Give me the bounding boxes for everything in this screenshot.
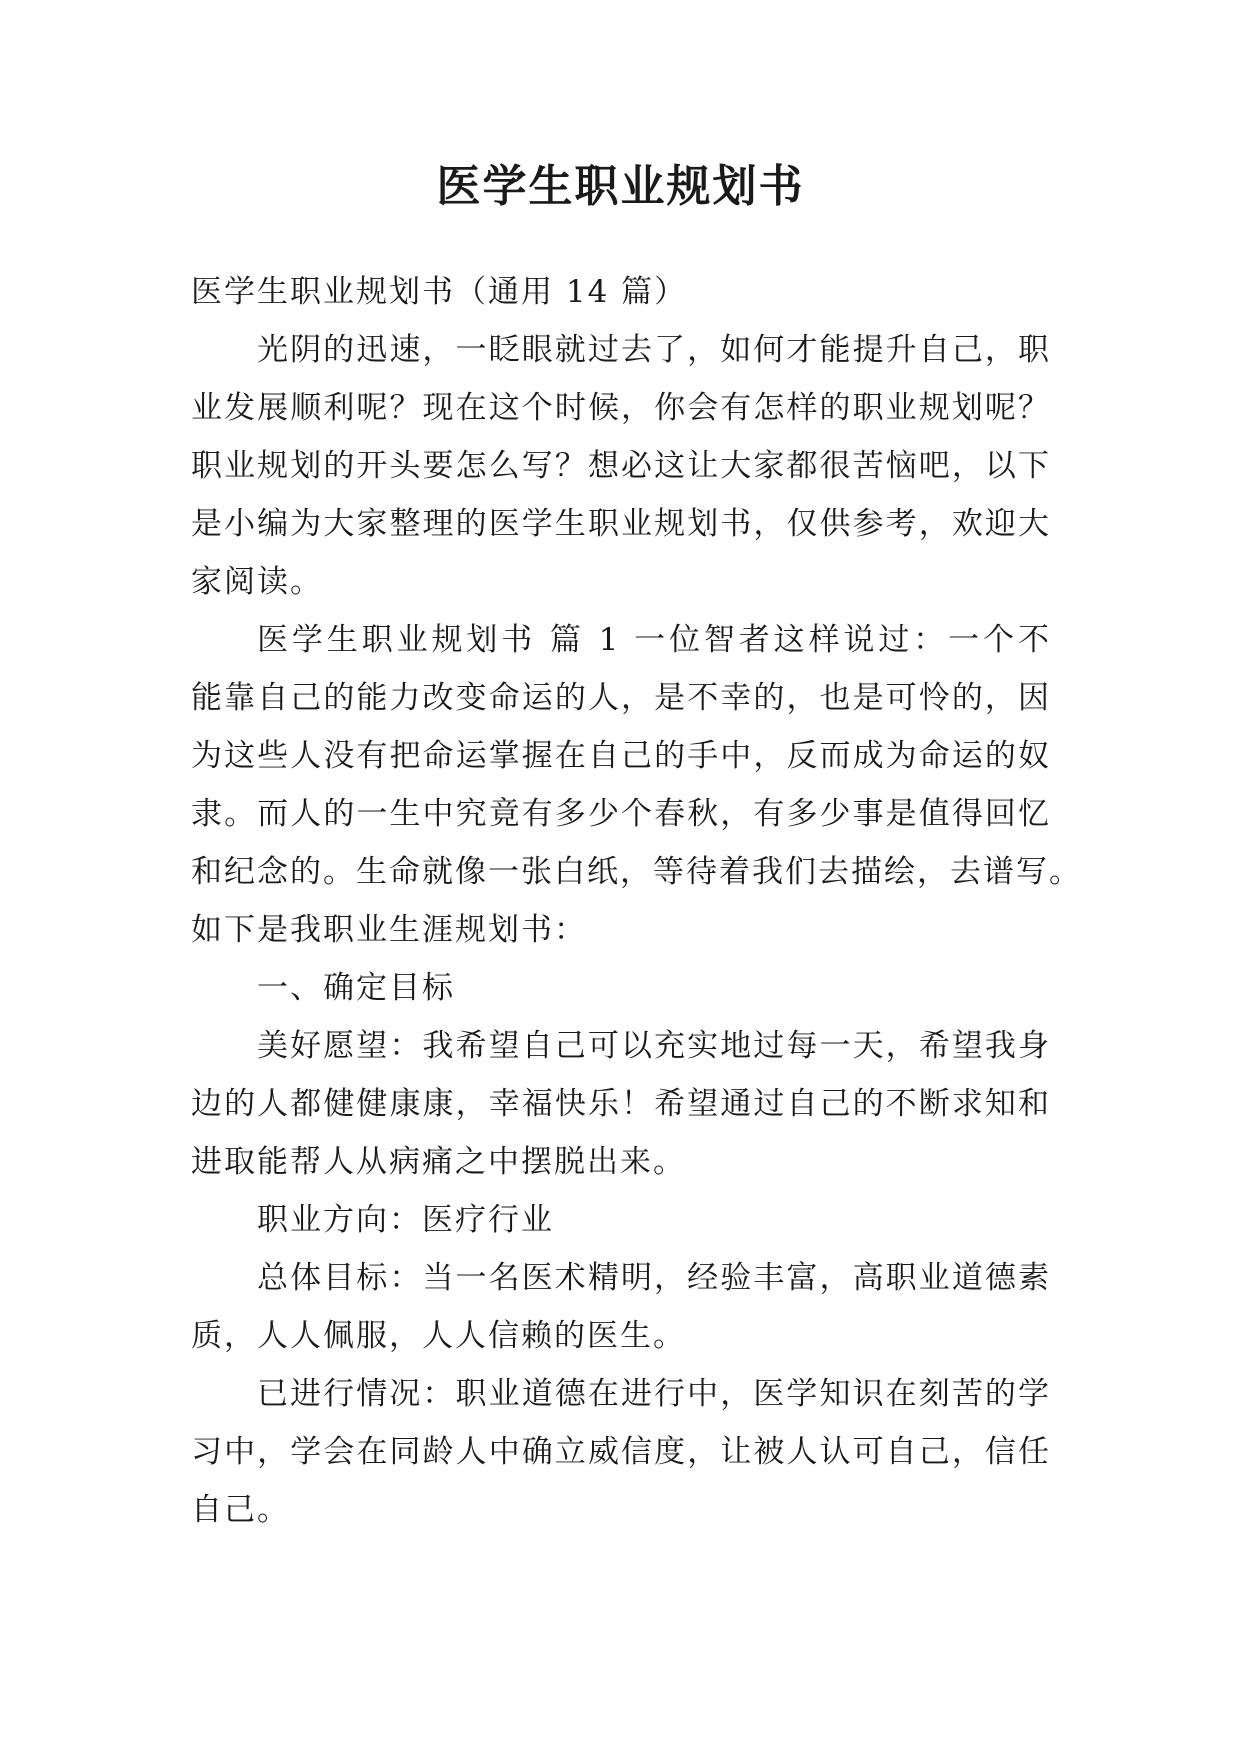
body-line: 家阅读。 [191,564,323,600]
body-line: 已进行情况：职业道德在进行中，医学知识在刻苦的学 [257,1376,1051,1412]
body-line: 如下是我职业生涯规划书： [191,912,587,948]
body-line: 总体目标：当一名医术精明，经验丰富，高职业道德素 [257,1260,1051,1296]
body-line: 光阴的迅速，一眨眼就过去了，如何才能提升自己，职 [257,332,1051,368]
body-line: 进取能帮人从病痛之中摆脱出来。 [191,1144,686,1180]
body-line: 业发展顺利呢？现在这个时候，你会有怎样的职业规划呢？ [191,390,1051,426]
body-line: 能靠自己的能力改变命运的人，是不幸的，也是可怜的，因 [191,680,1051,716]
document-title: 医学生职业规划书 [436,161,805,212]
body-line: 质，人人佩服，人人信赖的医生。 [191,1318,686,1354]
body-line: 美好愿望：我希望自己可以充实地过每一天，希望我身 [257,1028,1051,1064]
body-line: 医学生职业规划书 篇 1 一位智者这样说过：一个不 [257,622,1051,658]
body-line: 自己。 [191,1492,290,1528]
body-line: 医学生职业规划书（通用 14 篇） [191,274,688,310]
document-body [191,263,1082,1539]
body-line: 边的人都健健康康，幸福快乐！希望通过自己的不断求知和 [191,1086,1051,1122]
body-line: 是小编为大家整理的医学生职业规划书，仅供参考，欢迎大 [191,506,1051,542]
body-line: 习中，学会在同龄人中确立威信度，让被人认可自己，信任 [191,1434,1051,1470]
body-line: 为这些人没有把命运掌握在自己的手中，反而成为命运的奴 [191,738,1051,774]
body-line: 职业方向：医疗行业 [257,1202,554,1238]
body-line: 隶。而人的一生中究竟有多少个春秋，有多少事是值得回忆 [191,796,1051,832]
body-line: 和纪念的。生命就像一张白纸，等待着我们去描绘，去谱写。 [191,854,1082,890]
body-line: 一、确定目标 [257,970,455,1006]
body-line: 职业规划的开头要怎么写？想必这让大家都很苦恼吧，以下 [191,448,1051,484]
